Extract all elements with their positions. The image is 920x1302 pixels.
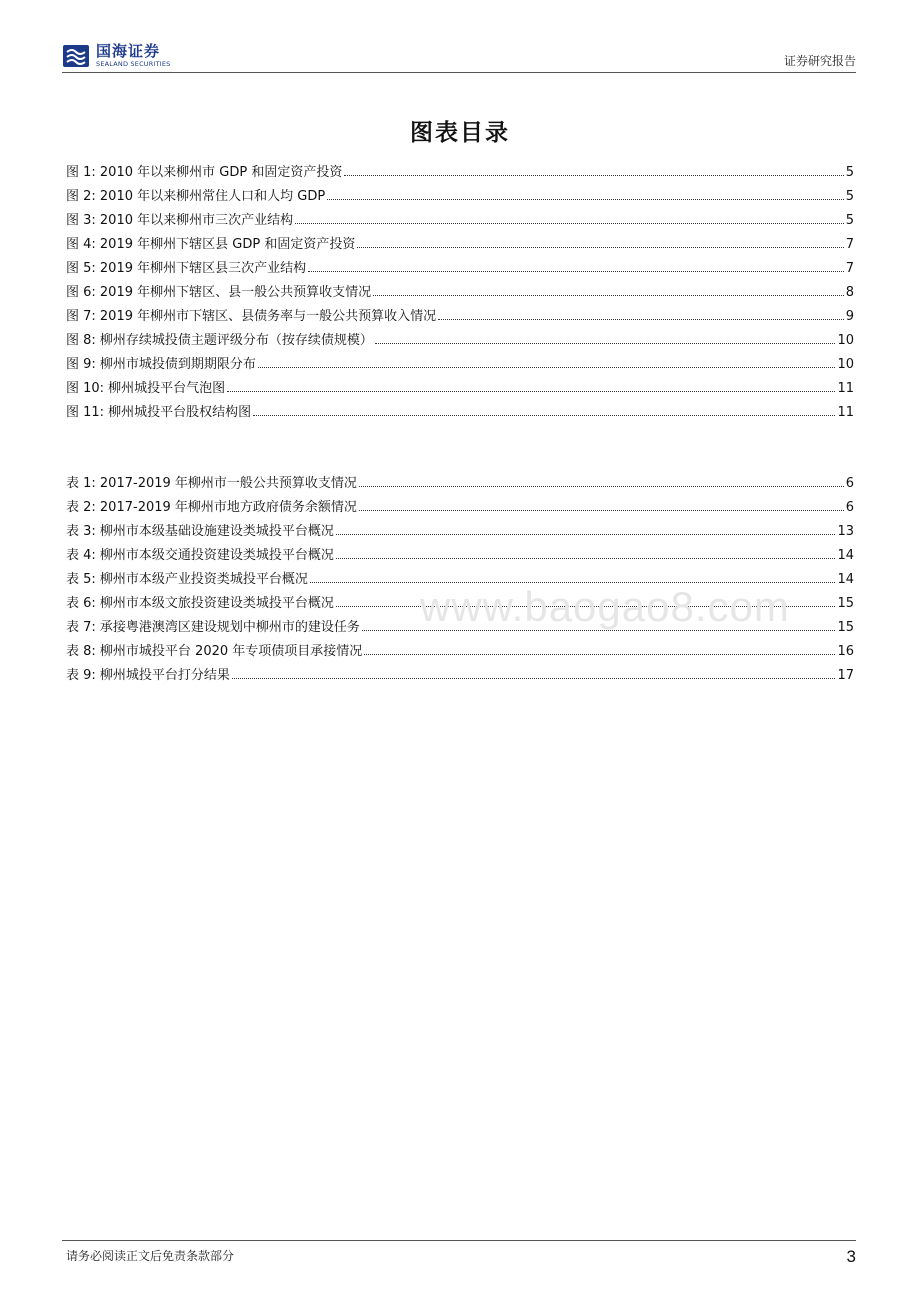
toc-dot-leader xyxy=(375,342,836,344)
toc-item[interactable] xyxy=(66,491,854,515)
toc-dot-leader xyxy=(359,485,844,487)
toc-item[interactable] xyxy=(66,539,854,563)
toc-dot-leader xyxy=(232,677,836,679)
toc-item-label: 图 2: 2010 年以来柳州常住人口和人均 GDP xyxy=(66,189,326,204)
toc-item[interactable] xyxy=(66,204,854,228)
page-footer xyxy=(62,1240,856,1266)
toc-item-page: 17 xyxy=(837,668,854,683)
toc-item[interactable] xyxy=(66,276,854,300)
toc-item-page: 6 xyxy=(845,500,854,515)
toc-dot-leader xyxy=(359,509,844,511)
watermark: www.baogao8.com xyxy=(420,583,790,630)
toc-dot-leader xyxy=(373,294,844,296)
sealand-logo-icon xyxy=(62,43,90,69)
toc-dot-leader xyxy=(336,533,836,535)
toc-item-page: 16 xyxy=(837,644,854,659)
figure-list xyxy=(66,156,854,420)
toc-item[interactable] xyxy=(66,635,854,659)
toc-dot-leader xyxy=(327,198,844,200)
toc-item-label: 表 6: 柳州市本级文旅投资建设类城投平台概况 xyxy=(66,596,334,611)
toc-item[interactable] xyxy=(66,156,854,180)
toc-item-label: 表 5: 柳州市本级产业投资类城投平台概况 xyxy=(66,572,308,587)
toc-item-label: 图 8: 柳州存续城投债主题评级分布（按存续债规模） xyxy=(66,333,373,348)
toc-item[interactable] xyxy=(66,324,854,348)
table-list xyxy=(66,467,854,683)
toc-dot-leader xyxy=(253,414,835,416)
toc-item-label: 图 7: 2019 年柳州市下辖区、县债务率与一般公共预算收入情况 xyxy=(66,309,437,324)
logo-chinese-name: 国海证券 xyxy=(96,42,161,61)
toc-dot-leader xyxy=(364,653,835,655)
toc-item-label: 表 1: 2017-2019 年柳州市一般公共预算收支情况 xyxy=(66,476,357,491)
toc-item-page: 9 xyxy=(845,309,854,324)
toc-item-label: 表 3: 柳州市本级基础设施建设类城投平台概况 xyxy=(66,524,334,539)
toc-item-label: 图 6: 2019 年柳州下辖区、县一般公共预算收支情况 xyxy=(66,285,372,300)
toc-item-label: 图 1: 2010 年以来柳州市 GDP 和固定资产投资 xyxy=(66,165,343,180)
toc-item[interactable] xyxy=(66,659,854,683)
toc-item-page: 7 xyxy=(845,237,854,252)
toc-item-label: 图 9: 柳州市城投债到期期限分布 xyxy=(66,357,256,372)
toc-item-page: 10 xyxy=(837,357,854,372)
toc-dot-leader xyxy=(336,557,836,559)
toc-dot-leader xyxy=(308,270,844,272)
page-title: 图表目录 xyxy=(410,120,510,146)
toc-item-label: 图 4: 2019 年柳州下辖区县 GDP 和固定资产投资 xyxy=(66,237,356,252)
toc-item-page: 6 xyxy=(845,476,854,491)
toc-item-page: 5 xyxy=(845,165,854,180)
toc-item-page: 5 xyxy=(845,213,854,228)
toc-item[interactable] xyxy=(66,396,854,420)
toc-item-label: 图 10: 柳州城投平台气泡图 xyxy=(66,381,226,396)
toc-item-label: 表 2: 2017-2019 年柳州市地方政府债务余额情况 xyxy=(66,500,357,515)
toc-item[interactable] xyxy=(66,300,854,324)
toc-item-page: 14 xyxy=(837,548,854,563)
toc-item-page: 15 xyxy=(837,596,854,611)
toc-item-label: 表 7: 承接粤港澳湾区建设规划中柳州市的建设任务 xyxy=(66,620,360,635)
toc-item-label: 表 9: 柳州城投平台打分结果 xyxy=(66,668,230,683)
toc-dot-leader xyxy=(357,246,843,248)
toc-dot-leader xyxy=(295,222,844,224)
page-number: 3 xyxy=(846,1247,856,1266)
toc-item[interactable] xyxy=(66,467,854,491)
toc-item-label: 图 3: 2010 年以来柳州市三次产业结构 xyxy=(66,213,294,228)
toc-item-page: 13 xyxy=(837,524,854,539)
toc-item-page: 14 xyxy=(837,572,854,587)
toc-item[interactable] xyxy=(66,515,854,539)
toc-item-label: 表 4: 柳州市本级交通投资建设类城投平台概况 xyxy=(66,548,334,563)
toc-item[interactable] xyxy=(66,372,854,396)
toc-item-page: 5 xyxy=(845,189,854,204)
company-logo xyxy=(62,42,171,70)
toc-item-page: 10 xyxy=(837,333,854,348)
page-header xyxy=(62,38,856,73)
toc-item-page: 7 xyxy=(845,261,854,276)
toc-item-page: 15 xyxy=(837,620,854,635)
toc-item[interactable] xyxy=(66,180,854,204)
toc-dot-leader xyxy=(227,390,835,392)
toc-dot-leader xyxy=(438,318,844,320)
toc-item[interactable] xyxy=(66,228,854,252)
toc-item-page: 8 xyxy=(845,285,854,300)
toc-item-label: 图 5: 2019 年柳州下辖区县三次产业结构 xyxy=(66,261,307,276)
toc-item[interactable] xyxy=(66,348,854,372)
toc-item-label: 图 11: 柳州城投平台股权结构图 xyxy=(66,405,252,420)
report-type-label: 证券研究报告 xyxy=(783,54,856,68)
toc-item[interactable] xyxy=(66,252,854,276)
logo-english-name: SEALAND SECURITIES xyxy=(96,60,171,69)
toc-dot-leader xyxy=(258,366,836,368)
toc-item-label: 表 8: 柳州市城投平台 2020 年专项债项目承接情况 xyxy=(66,644,363,659)
toc-dot-leader xyxy=(344,174,843,176)
toc-item-page: 11 xyxy=(837,405,854,420)
toc-item-page: 11 xyxy=(837,381,854,396)
disclaimer-note: 请务必阅读正文后免责条款部分 xyxy=(66,1249,235,1263)
